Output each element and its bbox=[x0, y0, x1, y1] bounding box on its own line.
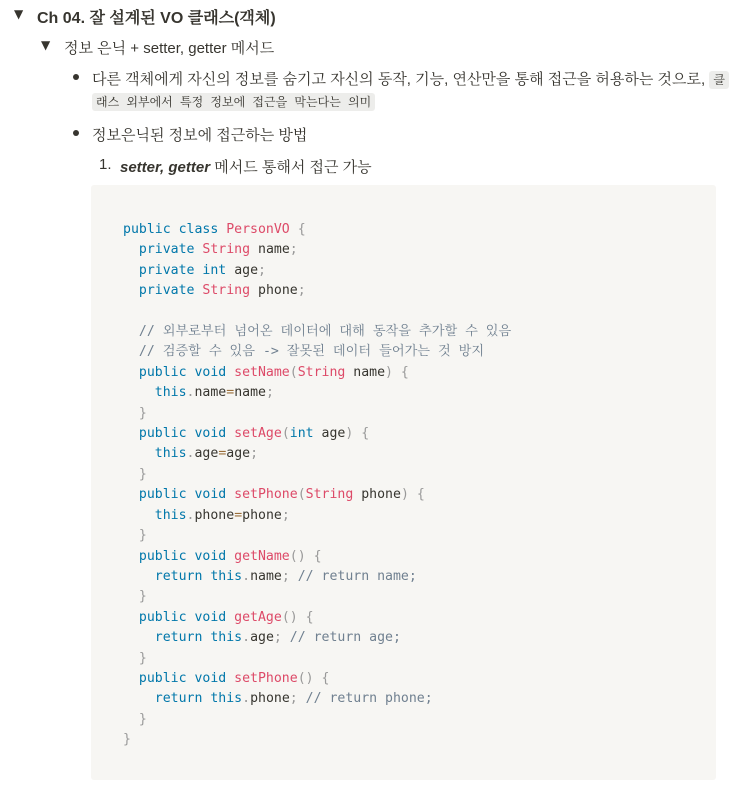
heading-toggle-icon[interactable]: ▼ bbox=[14, 7, 24, 21]
code-token bbox=[123, 508, 155, 523]
code-token: } bbox=[138, 466, 147, 482]
code-token: name bbox=[234, 385, 266, 401]
code-token bbox=[123, 385, 155, 400]
code-token bbox=[123, 446, 155, 461]
code-token: phone bbox=[258, 283, 298, 299]
code-token bbox=[123, 589, 139, 604]
code-line bbox=[123, 547, 511, 567]
code-token: public bbox=[138, 609, 195, 625]
code-token bbox=[123, 344, 139, 359]
code-token: ; bbox=[265, 385, 274, 401]
code-token: private bbox=[138, 242, 203, 258]
code-token: ; bbox=[273, 630, 290, 646]
bullet-item-1-line2 bbox=[92, 93, 375, 111]
code-token: void bbox=[194, 609, 235, 625]
code-token: class bbox=[178, 222, 227, 237]
code-token: name bbox=[194, 385, 227, 401]
code-token: void bbox=[194, 364, 235, 380]
code-token: this bbox=[210, 568, 243, 584]
code-token bbox=[123, 549, 139, 564]
code-line bbox=[123, 220, 511, 240]
code-token: phone bbox=[361, 487, 401, 503]
code-line bbox=[123, 342, 511, 362]
code-token: age bbox=[226, 446, 251, 462]
code-token: return bbox=[154, 568, 211, 584]
code-token: String bbox=[305, 487, 362, 503]
code-token: ( bbox=[297, 487, 306, 503]
numbered-item-text: 메서드 통해서 접근 가능 bbox=[210, 159, 372, 176]
code-token: int bbox=[202, 262, 235, 278]
code-token bbox=[123, 406, 139, 421]
code-line bbox=[123, 689, 511, 709]
code-token: this bbox=[154, 385, 187, 401]
code-token: ; bbox=[289, 242, 298, 258]
code-line bbox=[123, 444, 511, 464]
code-line bbox=[123, 363, 511, 383]
code-token: ( bbox=[281, 426, 290, 442]
code-line bbox=[123, 383, 511, 403]
subsection-title: 정보 은닉 + setter, getter 메서드 bbox=[64, 40, 275, 57]
section-heading: Ch 04. 잘 설계된 VO 클래스(객체) bbox=[37, 10, 276, 27]
code-token: name bbox=[250, 568, 282, 584]
code-line bbox=[123, 322, 511, 342]
code-token bbox=[123, 528, 139, 543]
code-token: setPhone bbox=[234, 487, 298, 503]
code-line bbox=[123, 730, 511, 750]
code-token: ; bbox=[281, 507, 290, 523]
code-line bbox=[123, 404, 511, 424]
code-token: } bbox=[138, 711, 147, 727]
code-token: ; bbox=[289, 691, 306, 707]
numbered-item-number: 1. bbox=[99, 156, 112, 173]
code-token: this bbox=[154, 507, 187, 523]
code-token bbox=[123, 467, 139, 482]
code-token: age bbox=[250, 630, 274, 646]
bullet-dot-1 bbox=[73, 74, 79, 80]
code-token: . bbox=[242, 568, 251, 584]
code-token: this bbox=[210, 630, 243, 646]
code-token: // return age; bbox=[289, 630, 401, 646]
code-line bbox=[123, 240, 511, 260]
code-token: return bbox=[154, 691, 211, 707]
code-token: name bbox=[258, 242, 290, 258]
code-line bbox=[123, 424, 511, 444]
code-line bbox=[123, 465, 511, 485]
code-token: phone bbox=[242, 507, 282, 523]
code-token bbox=[123, 712, 139, 727]
code-token: age bbox=[194, 446, 219, 462]
code-token: ( bbox=[289, 364, 298, 380]
code-token: private bbox=[138, 262, 203, 278]
code-token: ) { bbox=[345, 426, 370, 442]
code-token: () { bbox=[281, 609, 314, 625]
code-token: public bbox=[138, 364, 195, 380]
code-token: PersonVO bbox=[226, 222, 298, 237]
code-token: . bbox=[242, 630, 251, 646]
code-token bbox=[123, 651, 139, 666]
code-token: ; bbox=[250, 446, 259, 462]
code-token: this bbox=[210, 691, 243, 707]
code-line bbox=[123, 669, 511, 689]
code-line bbox=[123, 485, 511, 505]
code-token: String bbox=[202, 242, 258, 258]
code-token bbox=[123, 324, 139, 339]
numbered-item-1 bbox=[120, 156, 372, 177]
code-content bbox=[123, 220, 511, 751]
code-token bbox=[123, 671, 139, 686]
bullet-item-2: 정보은닉된 정보에 접근하는 방법 bbox=[92, 127, 308, 144]
code-token: age bbox=[321, 426, 346, 442]
code-token bbox=[123, 610, 139, 625]
code-token: = bbox=[218, 446, 227, 462]
bullet-item-1 bbox=[92, 68, 729, 89]
code-token: ) { bbox=[385, 364, 409, 380]
code-token: ; bbox=[297, 283, 306, 299]
code-line bbox=[123, 587, 511, 607]
code-block[interactable] bbox=[91, 185, 716, 780]
code-line bbox=[123, 526, 511, 546]
code-line bbox=[123, 567, 511, 587]
bullet-item-1-code-start: 클 bbox=[709, 71, 729, 89]
code-token: // return name; bbox=[297, 568, 417, 584]
code-line bbox=[123, 628, 511, 648]
code-token: getAge bbox=[234, 609, 282, 625]
code-token bbox=[123, 426, 139, 441]
code-token: } bbox=[138, 405, 147, 421]
code-token: int bbox=[289, 426, 322, 442]
code-token: private bbox=[138, 283, 203, 299]
code-token bbox=[123, 487, 139, 502]
code-token: ; bbox=[258, 262, 266, 278]
code-token: } bbox=[138, 589, 147, 605]
code-token: void bbox=[194, 670, 235, 686]
code-token: . bbox=[186, 446, 195, 462]
code-token: { bbox=[297, 222, 306, 237]
code-token: // return phone; bbox=[305, 691, 433, 707]
code-line bbox=[123, 506, 511, 526]
code-token: public bbox=[138, 487, 195, 503]
code-token: // 외부로부터 넘어온 데이터에 대해 동작을 추가할 수 있음 bbox=[138, 324, 512, 340]
code-token bbox=[123, 263, 139, 278]
code-token: String bbox=[202, 283, 258, 299]
code-line bbox=[123, 261, 511, 281]
code-token: void bbox=[194, 548, 235, 564]
code-token: void bbox=[194, 426, 235, 442]
code-token bbox=[123, 365, 139, 380]
code-token: . bbox=[186, 385, 195, 401]
code-token bbox=[123, 242, 139, 257]
code-token: public bbox=[138, 426, 195, 442]
bullet-item-1-code-end: 래스 외부에서 특정 정보에 접근을 막는다는 의미 bbox=[92, 93, 375, 111]
code-token: ) { bbox=[400, 487, 425, 503]
code-token: } bbox=[123, 732, 131, 748]
code-token: = bbox=[226, 385, 235, 401]
subsection-toggle-icon[interactable]: ▼ bbox=[41, 38, 51, 52]
code-token: public bbox=[138, 670, 195, 686]
code-token: void bbox=[194, 487, 235, 503]
code-token: setPhone bbox=[234, 670, 298, 686]
code-line bbox=[123, 302, 511, 322]
code-line bbox=[123, 649, 511, 669]
code-line bbox=[123, 608, 511, 628]
code-token: this bbox=[154, 446, 187, 462]
code-token: } bbox=[138, 650, 147, 666]
code-token: public bbox=[138, 548, 195, 564]
code-token bbox=[123, 630, 155, 645]
code-token: . bbox=[242, 691, 251, 707]
bullet-item-1-text: 다른 객체에게 자신의 정보를 숨기고 자신의 동작, 기능, 연산만을 통해 접근을 허용하는 것으로, bbox=[92, 71, 706, 88]
numbered-item-bold: setter, getter bbox=[120, 159, 211, 176]
code-token: . bbox=[186, 507, 195, 523]
code-token: () { bbox=[289, 548, 322, 564]
code-line bbox=[123, 710, 511, 730]
code-line bbox=[123, 281, 511, 301]
code-token: getName bbox=[234, 548, 290, 564]
code-token bbox=[123, 691, 155, 706]
code-token: () { bbox=[297, 670, 330, 686]
code-token: public bbox=[123, 222, 179, 237]
code-token: age bbox=[234, 262, 259, 278]
code-token: phone bbox=[194, 507, 235, 523]
code-token: } bbox=[138, 528, 147, 544]
code-token: // 검증할 수 있음 -> 잘못된 데이터 들어가는 것 방지 bbox=[138, 344, 485, 360]
code-token: setAge bbox=[234, 426, 282, 442]
code-token bbox=[123, 283, 139, 298]
code-token: return bbox=[154, 630, 211, 646]
code-token: name bbox=[353, 364, 386, 380]
code-token: ; bbox=[281, 568, 298, 584]
code-token: = bbox=[234, 507, 243, 523]
bullet-dot-2 bbox=[73, 130, 79, 136]
code-token bbox=[123, 569, 155, 584]
code-token: setName bbox=[234, 364, 290, 380]
code-token: phone bbox=[250, 691, 290, 707]
code-token: String bbox=[297, 364, 354, 380]
